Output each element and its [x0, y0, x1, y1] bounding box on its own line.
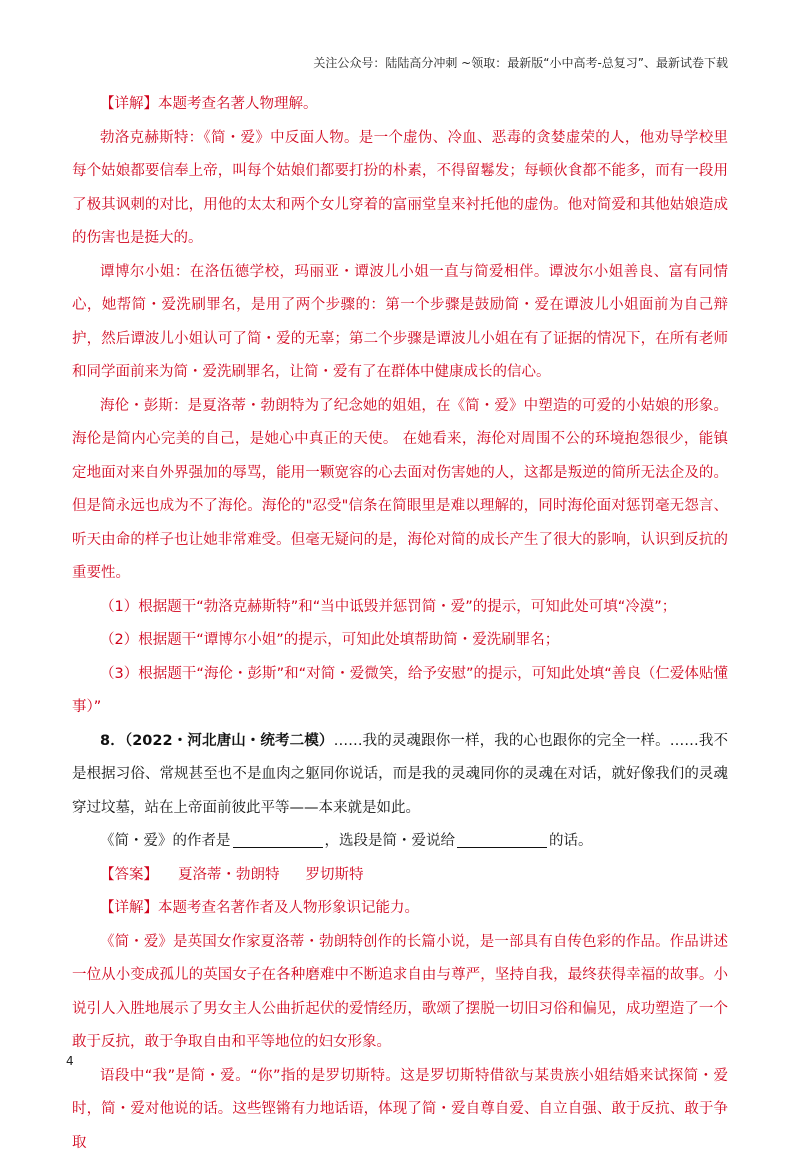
answer-line-8: [72, 859, 728, 893]
question-number: 8．: [100, 733, 125, 749]
prompt-part-a: 《简・爱》的作者是: [100, 833, 231, 849]
detail-line-8: [72, 892, 728, 926]
paragraph-brocklehurst: 勃洛克赫斯特：《简・爱》中反面人物。是一个虚伪、冷血、恶毒的贪婪虚荣的人，他劝导学校里每个姑娘都要信奉上帝，叫每个姑娘们都要打扮的朴素，不得留鬈发；每顿伙食都不能多，而有一段用了极其讽刺的对比，用他的太太和两个女儿穿着的富丽堂皇来衬托他的虚伪。他对简爱和其他姑娘造成的伤害也是挺大的。: [72, 122, 728, 256]
detail-line-7: [72, 88, 728, 122]
paragraph-temple: 谭博尔小姐：在洛伍德学校，玛丽亚・谭波儿小姐一直与简爱相伴。谭波尔小姐善良、富有同情心，她帮简・爱洗刷罪名，是用了两个步骤的：第一个步骤是鼓励简・爱在谭波儿小姐面前为自己辩护，然后谭波儿小姐认可了简・爱的无辜；第二个步骤是谭波儿小姐在有了证据的情况下，在所有老师和同学面前来为简・爱洗刷罪名，让简・爱有了在群体中健康成长的信心。: [72, 256, 728, 390]
detail-tag: 【详解】: [100, 96, 158, 112]
answer-explanation-2: （2）根据题干“谭博尔小姐”的提示，可知此处填帮助简・爱洗刷罪名；: [72, 624, 728, 658]
answer-value-2: 罗切斯特: [306, 867, 364, 883]
answer-value-1: 夏洛蒂・勃朗特: [178, 867, 280, 883]
paragraph-book: 《简・爱》是英国女作家夏洛蒂・勃朗特创作的长篇小说，是一部具有自传色彩的作品。作品讲述一位从小变成孤儿的英国女子在各种磨难中不断追求自由与尊严，坚持自我，最终获得幸福的故事。小说引人入胜地展示了男女主人公曲折起伏的爱情经历，歌颂了摆脱一切旧习俗和偏见，成功塑造了一个敢于反抗，敢于争取自由和平等地位的妇女形象。: [72, 926, 728, 1060]
answer-blank-1: [233, 831, 323, 848]
page-number: 4: [66, 1054, 74, 1068]
answer-explanation-1: （1）根据题干“勃洛克赫斯特”和“当中诋毁并惩罚简・爱”的提示，可知此处可填“冷漠”；: [72, 591, 728, 625]
detail-text-8: 本题考查名著作者及人物形象识记能力。: [158, 900, 419, 916]
question-source: （2022・河北唐山・统考二模）: [125, 733, 334, 749]
detail-text: 本题考查名著人物理解。: [158, 96, 318, 112]
paragraph-speech: 语段中“我”是简・爱。“你”指的是罗切斯特。这是罗切斯特借欲与某贵族小姐结婚来试探简・爱时，简・爱对他说的话。这些铿锵有力地话语，体现了简・爱自尊自爱、自立自强、敢于反抗、敢于争取: [72, 1060, 728, 1160]
answer-blank-2: [457, 831, 547, 848]
answer-tag: 【答案】: [100, 867, 158, 883]
prompt-part-b: ，选段是简・爱说给: [325, 833, 456, 849]
question-passage: ……我的灵魂跟你一样，我的心也跟你的完全一样。……我不是根据习俗、常规甚至也不是血肉之躯同你说话，而是我的灵魂同你的灵魂在对话，就好像我们的灵魂穿过坟墓，站在上帝面前彼此平等——本来就是如此。: [72, 733, 728, 816]
prompt-part-c: 的话。: [549, 833, 593, 849]
page-content: [72, 88, 728, 1160]
question-8-prompt: [72, 825, 728, 859]
detail-tag-8: 【详解】: [100, 900, 158, 916]
paragraph-helen: 海伦・彭斯：是夏洛蒂・勃朗特为了纪念她的姐姐，在《简・爱》中塑造的可爱的小姑娘的形象。海伦是简内心完美的自己，是她心中真正的天使。 在她看来，海伦对周围不公的环境抱怨很少，能镇定地面对来自外界强加的辱骂，能用一颗宽容的心去面对伤害她的人，这都是叛逆的简所无法企及的。但是简永远也成为不了海伦。海伦的"忍受"信条在简眼里是难以理解的，同时海伦面对惩罚毫无怨言、听天由命的样子也让她非常难受。但毫无疑问的是，海伦对简的成长产生了很大的影响，认识到反抗的重要性。: [72, 390, 728, 591]
question-8: [72, 725, 728, 826]
answer-explanation-3: （3）根据题干“海伦・彭斯”和“对简・爱微笑，给予安慰”的提示，可知此处填“善良（仁爱体贴懂事）”: [72, 658, 728, 725]
page-header: 关注公众号：陆陆高分冲刺 ~领取：最新版“小中高考-总复习”、最新试卷下载: [313, 54, 728, 71]
